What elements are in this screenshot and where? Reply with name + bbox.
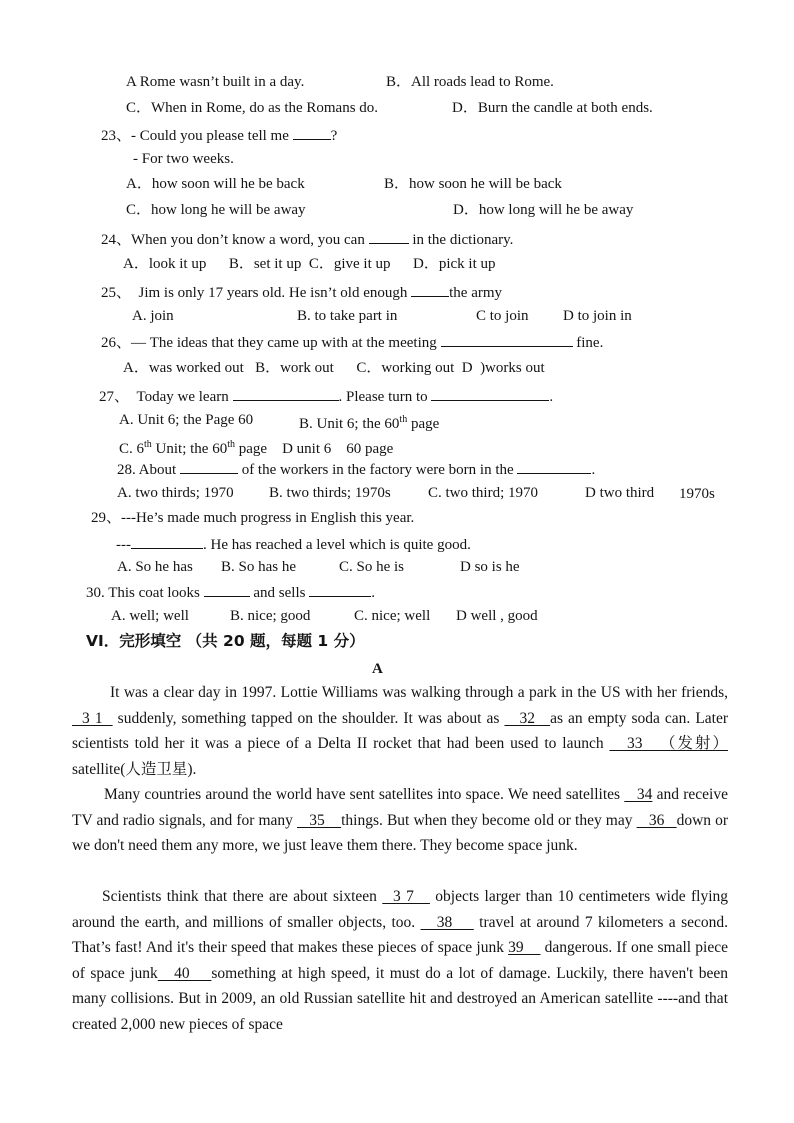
q28-stem bbox=[117, 458, 595, 480]
q26-stem bbox=[101, 331, 603, 353]
q28-stem-mid: of the workers in the factory were born in the bbox=[241, 462, 514, 478]
q25-stem-end: the army bbox=[449, 285, 503, 301]
q25-stem-text: 25、 Jim is only 17 years old. He isn’t old enough bbox=[101, 285, 408, 301]
p1-text-2: suddenly, something tapped on the shoulder. It was about as bbox=[112, 709, 505, 727]
q30-stem-end: . bbox=[371, 585, 375, 601]
q27-option-c-d bbox=[119, 435, 393, 459]
q24-options: A．look it up B．set it up C．give it up D．pick it up bbox=[123, 256, 496, 272]
q26-blank bbox=[441, 331, 573, 347]
q30-option-b: B. nice; good bbox=[230, 608, 311, 624]
q27-blank-1 bbox=[233, 385, 339, 401]
q26-stem-end: fine. bbox=[576, 335, 604, 351]
q27-option-b-sup: th bbox=[399, 414, 408, 425]
q27-option-a: A. Unit 6; the Page 60 bbox=[119, 412, 254, 428]
section-vi-title: VI．完形填空 （共 20 题，每题 1 分） bbox=[86, 632, 365, 650]
q30-option-a: A. well; well bbox=[111, 608, 189, 624]
q29-option-c: C. So he is bbox=[339, 559, 405, 575]
q25-option-b: B. to take part in bbox=[297, 308, 398, 324]
q30-stem bbox=[86, 581, 375, 603]
q28-stem-text: 28. About bbox=[117, 462, 177, 478]
q27-option-c-part2: Unit; the 60 bbox=[151, 441, 228, 457]
q27-blank-2 bbox=[431, 385, 549, 401]
q24-stem-end: in the dictionary. bbox=[412, 232, 514, 248]
passage-paragraph-2 bbox=[72, 782, 728, 859]
q23-stem-text: 23、- Could you please tell me bbox=[101, 128, 289, 144]
q29-blank bbox=[131, 533, 203, 549]
q23-option-d: D．how long will he be away bbox=[453, 202, 634, 218]
q23-blank bbox=[293, 124, 331, 140]
p2-text-3: things. But when they become old or they may bbox=[341, 811, 637, 829]
p3-text-1: Scientists think that there are about sixteen bbox=[102, 888, 383, 905]
q28-option-c: C. two third; 1970 bbox=[428, 485, 539, 501]
p1-text-4: satellite(人造卫星). bbox=[72, 760, 197, 778]
q28-option-d: D two third bbox=[585, 485, 655, 501]
q22-option-b: B．All roads lead to Rome. bbox=[386, 74, 554, 90]
p1-text-1: It was a clear day in 1997. Lottie Williams was walking through a park in the US with her friends, bbox=[110, 684, 728, 701]
q23-reply: - For two weeks. bbox=[133, 151, 234, 167]
q30-blank-2 bbox=[309, 581, 371, 597]
q30-stem-mid: and sells bbox=[253, 585, 306, 601]
p3-text-3: travel at around 7 kilometers a second. That’s fast! And it's their speed that makes these pieces of space junk bbox=[72, 913, 728, 957]
q28-option-d-year: 1970s bbox=[679, 486, 715, 502]
q27-option-b-text: B. Unit 6; the 60 bbox=[299, 416, 400, 432]
q27-stem-end: . bbox=[549, 389, 554, 405]
q23-option-a: A．how soon will he be back bbox=[126, 176, 305, 192]
q27-option-c-sup2: th bbox=[227, 439, 235, 450]
q27-stem-mid: . Please turn to bbox=[338, 389, 428, 405]
q24-blank bbox=[369, 228, 409, 244]
passage-label: A bbox=[372, 661, 383, 677]
q29-stem: 29、---He’s made much progress in English this year. bbox=[91, 510, 415, 526]
q23-option-b: B．how soon he will be back bbox=[384, 176, 562, 192]
q23-stem bbox=[101, 124, 337, 146]
q28-option-b: B. two thirds; 1970s bbox=[269, 485, 391, 501]
q29-option-a: A. So he has bbox=[117, 559, 193, 575]
q30-blank-1 bbox=[204, 581, 250, 597]
q27-option-c-part3: page D unit 6 60 page bbox=[235, 441, 394, 457]
q25-option-a: A. join bbox=[132, 308, 174, 324]
q30-stem-text: 30. This coat looks bbox=[86, 585, 200, 601]
q23-option-c: C．how long he will be away bbox=[126, 202, 306, 218]
blank-32: 32 bbox=[504, 709, 551, 727]
q24-stem-text: 24、When you don’t know a word, you can bbox=[101, 232, 365, 248]
q28-option-a: A. two thirds; 1970 bbox=[117, 485, 234, 501]
q27-stem-text: 27、 Today we learn bbox=[99, 389, 229, 405]
q25-option-c: C to join bbox=[476, 308, 529, 324]
q25-blank bbox=[411, 281, 449, 297]
q22-option-c: C．When in Rome, do as the Romans do. bbox=[126, 100, 379, 116]
blank-31: 3 1 bbox=[72, 709, 113, 727]
blank-39: 39 bbox=[508, 939, 541, 957]
q26-stem-text: 26、— The ideas that they came up with at the meeting bbox=[101, 335, 437, 351]
q29-reply bbox=[116, 533, 471, 555]
blank-35: 35 bbox=[297, 811, 342, 829]
passage-paragraph-1 bbox=[72, 680, 728, 782]
q28-stem-end: . bbox=[591, 462, 596, 478]
q29-reply-end: . He has reached a level which is quite good. bbox=[203, 537, 471, 553]
p2-text-4: down or we don't need them any more, we just leave them there. They become space junk. bbox=[72, 811, 729, 855]
p3-text-2: objects larger than 10 centimeters wide flying around the earth, and millions of smaller objects, too. bbox=[72, 888, 728, 931]
q29-reply-start: --- bbox=[116, 537, 131, 553]
q27-option-b bbox=[299, 410, 439, 434]
q27-option-c-part1: C. 6 bbox=[119, 441, 145, 457]
blank-40: 40 bbox=[157, 964, 212, 982]
p2-text-2: and receive TV and radio signals, and for many bbox=[72, 786, 728, 829]
q30-option-c: C. nice; well bbox=[354, 608, 431, 624]
blank-34: 34 bbox=[624, 786, 653, 803]
q28-blank-2 bbox=[517, 458, 591, 474]
blank-38: 38 bbox=[420, 913, 474, 931]
q25-stem bbox=[101, 281, 502, 303]
q29-option-d: D so is he bbox=[460, 559, 520, 575]
q23-stem-end: ? bbox=[330, 128, 338, 144]
q29-option-b: B. So has he bbox=[221, 559, 296, 575]
q26-options: A．was worked out B．work out C．working out D )works out bbox=[123, 360, 545, 376]
blank-33: 33 （发射） bbox=[609, 735, 728, 753]
q25-option-d: D to join in bbox=[563, 308, 632, 324]
passage-paragraph-3 bbox=[72, 884, 728, 1038]
q24-stem bbox=[101, 228, 513, 250]
p1-text-3: as an empty soda can. Later scientists told her it was a piece of a Delta II rocket that had been used to launch bbox=[72, 709, 729, 753]
q30-option-d: D well , good bbox=[456, 608, 538, 624]
p2-text-1: Many countries around the world have sent satellites into space. We need satellites bbox=[104, 786, 625, 803]
q22-option-a: A Rome wasn’t built in a day. bbox=[126, 74, 305, 90]
blank-37: 3 7 bbox=[382, 888, 430, 905]
q27-option-b-end: page bbox=[407, 416, 440, 432]
blank-36: 36 bbox=[636, 811, 677, 829]
q27-stem bbox=[99, 385, 553, 407]
q28-blank-1 bbox=[180, 458, 238, 474]
p3-text-4: dangerous. If one small piece of space junk bbox=[72, 939, 729, 982]
q22-option-d: D．Burn the candle at both ends. bbox=[452, 100, 653, 116]
p3-text-5: something at high speed, it must do a lot of damage. Luckily, there haven't been many collisions. But in 2009, an old Russian satellite hit and destroyed an American satellite ----and that created 2,000 new pieces of space bbox=[72, 964, 728, 1033]
q27-option-c-sup1: th bbox=[144, 439, 152, 450]
